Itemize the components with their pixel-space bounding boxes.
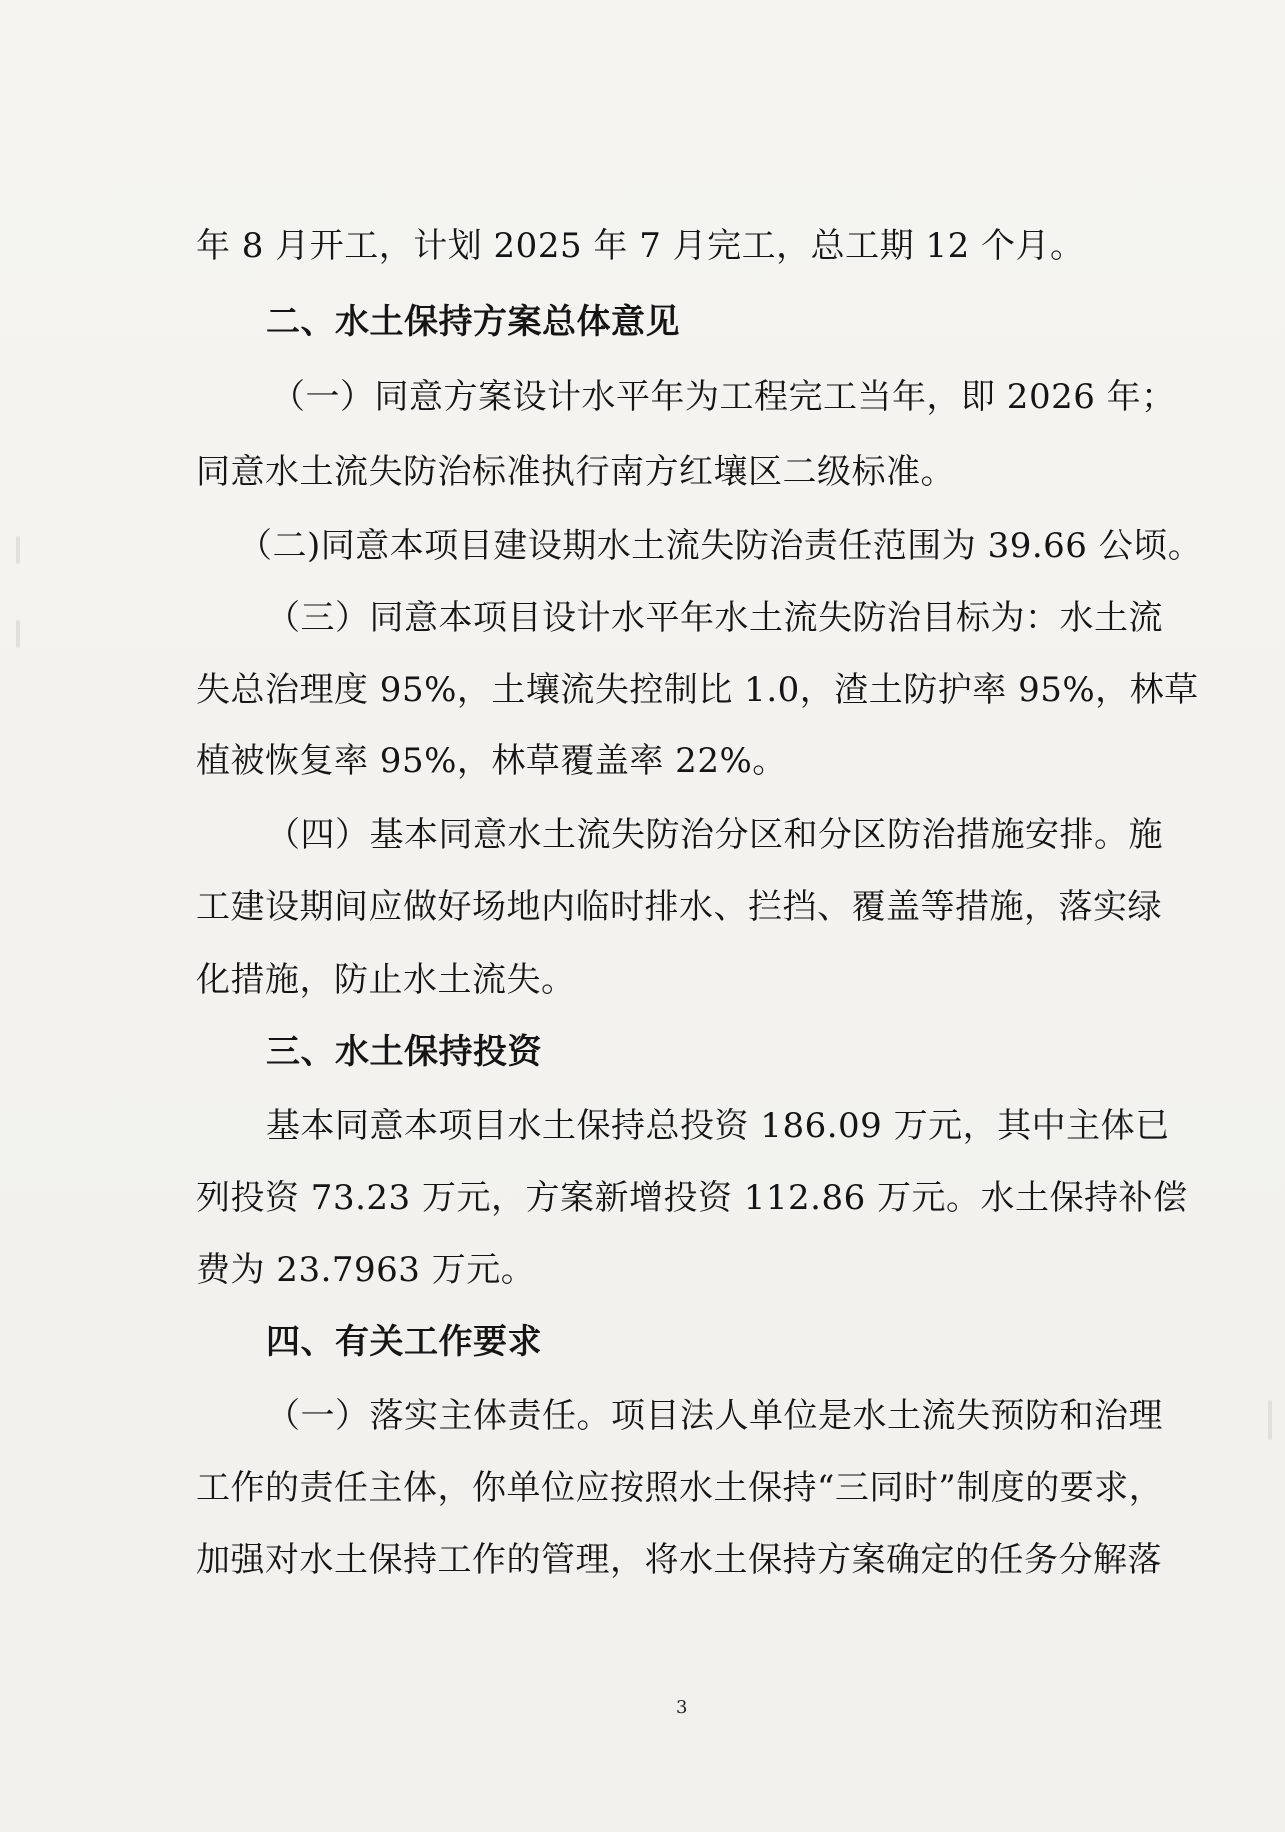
body-line-13: 基本同意本项目水土保持总投资 186.09 万元，其中主体已 (266, 1106, 1170, 1146)
body-line-10: 工建设期间应做好场地内临时排水、拦挡、覆盖等措施，落实绿 (196, 887, 1162, 927)
body-line-9: （四）基本同意水土流失防治分区和分区防治措施安排。施 (266, 815, 1163, 855)
scan-mark (1268, 1400, 1272, 1440)
scan-mark (16, 536, 20, 564)
body-line-19: 加强对水土保持工作的管理，将水土保持方案确定的任务分解落 (196, 1540, 1162, 1580)
body-line-1: 年 8 月开工，计划 2025 年 7 月完工，总工期 12 个月。 (196, 226, 1085, 266)
section-heading-3: 三、水土保持投资 (266, 1032, 542, 1072)
page-number: 3 (676, 1697, 688, 1718)
body-line-6: （三）同意本项目设计水平年水土流失防治目标为：水土流 (266, 598, 1163, 638)
body-line-8: 植被恢复率 95%，林草覆盖率 22%。 (196, 741, 787, 781)
body-line-5: （二)同意本项目建设期水土流失防治责任范围为 39.66 公顷。 (238, 526, 1203, 566)
body-line-14: 列投资 73.23 万元，方案新增投资 112.86 万元。水土保持补偿 (196, 1178, 1188, 1218)
scan-mark (16, 620, 20, 648)
body-line-3: （一）同意方案设计水平年为工程完工当年，即 2026 年； (271, 377, 1176, 417)
body-line-7: 失总治理度 95%，土壤流失控制比 1.0，渣土防护率 95%，林草 (196, 670, 1199, 710)
body-line-11: 化措施，防止水土流失。 (196, 960, 576, 1000)
body-line-18: 工作的责任主体，你单位应按照水土保持“三同时”制度的要求， (196, 1468, 1164, 1508)
section-heading-2: 二、水土保持方案总体意见 (266, 302, 680, 342)
body-line-17: （一）落实主体责任。项目法人单位是水土流失预防和治理 (266, 1396, 1163, 1436)
body-line-15: 费为 23.7963 万元。 (196, 1250, 536, 1290)
body-line-4: 同意水土流失防治标准执行南方红壤区二级标准。 (196, 452, 955, 492)
section-heading-4: 四、有关工作要求 (266, 1322, 542, 1362)
